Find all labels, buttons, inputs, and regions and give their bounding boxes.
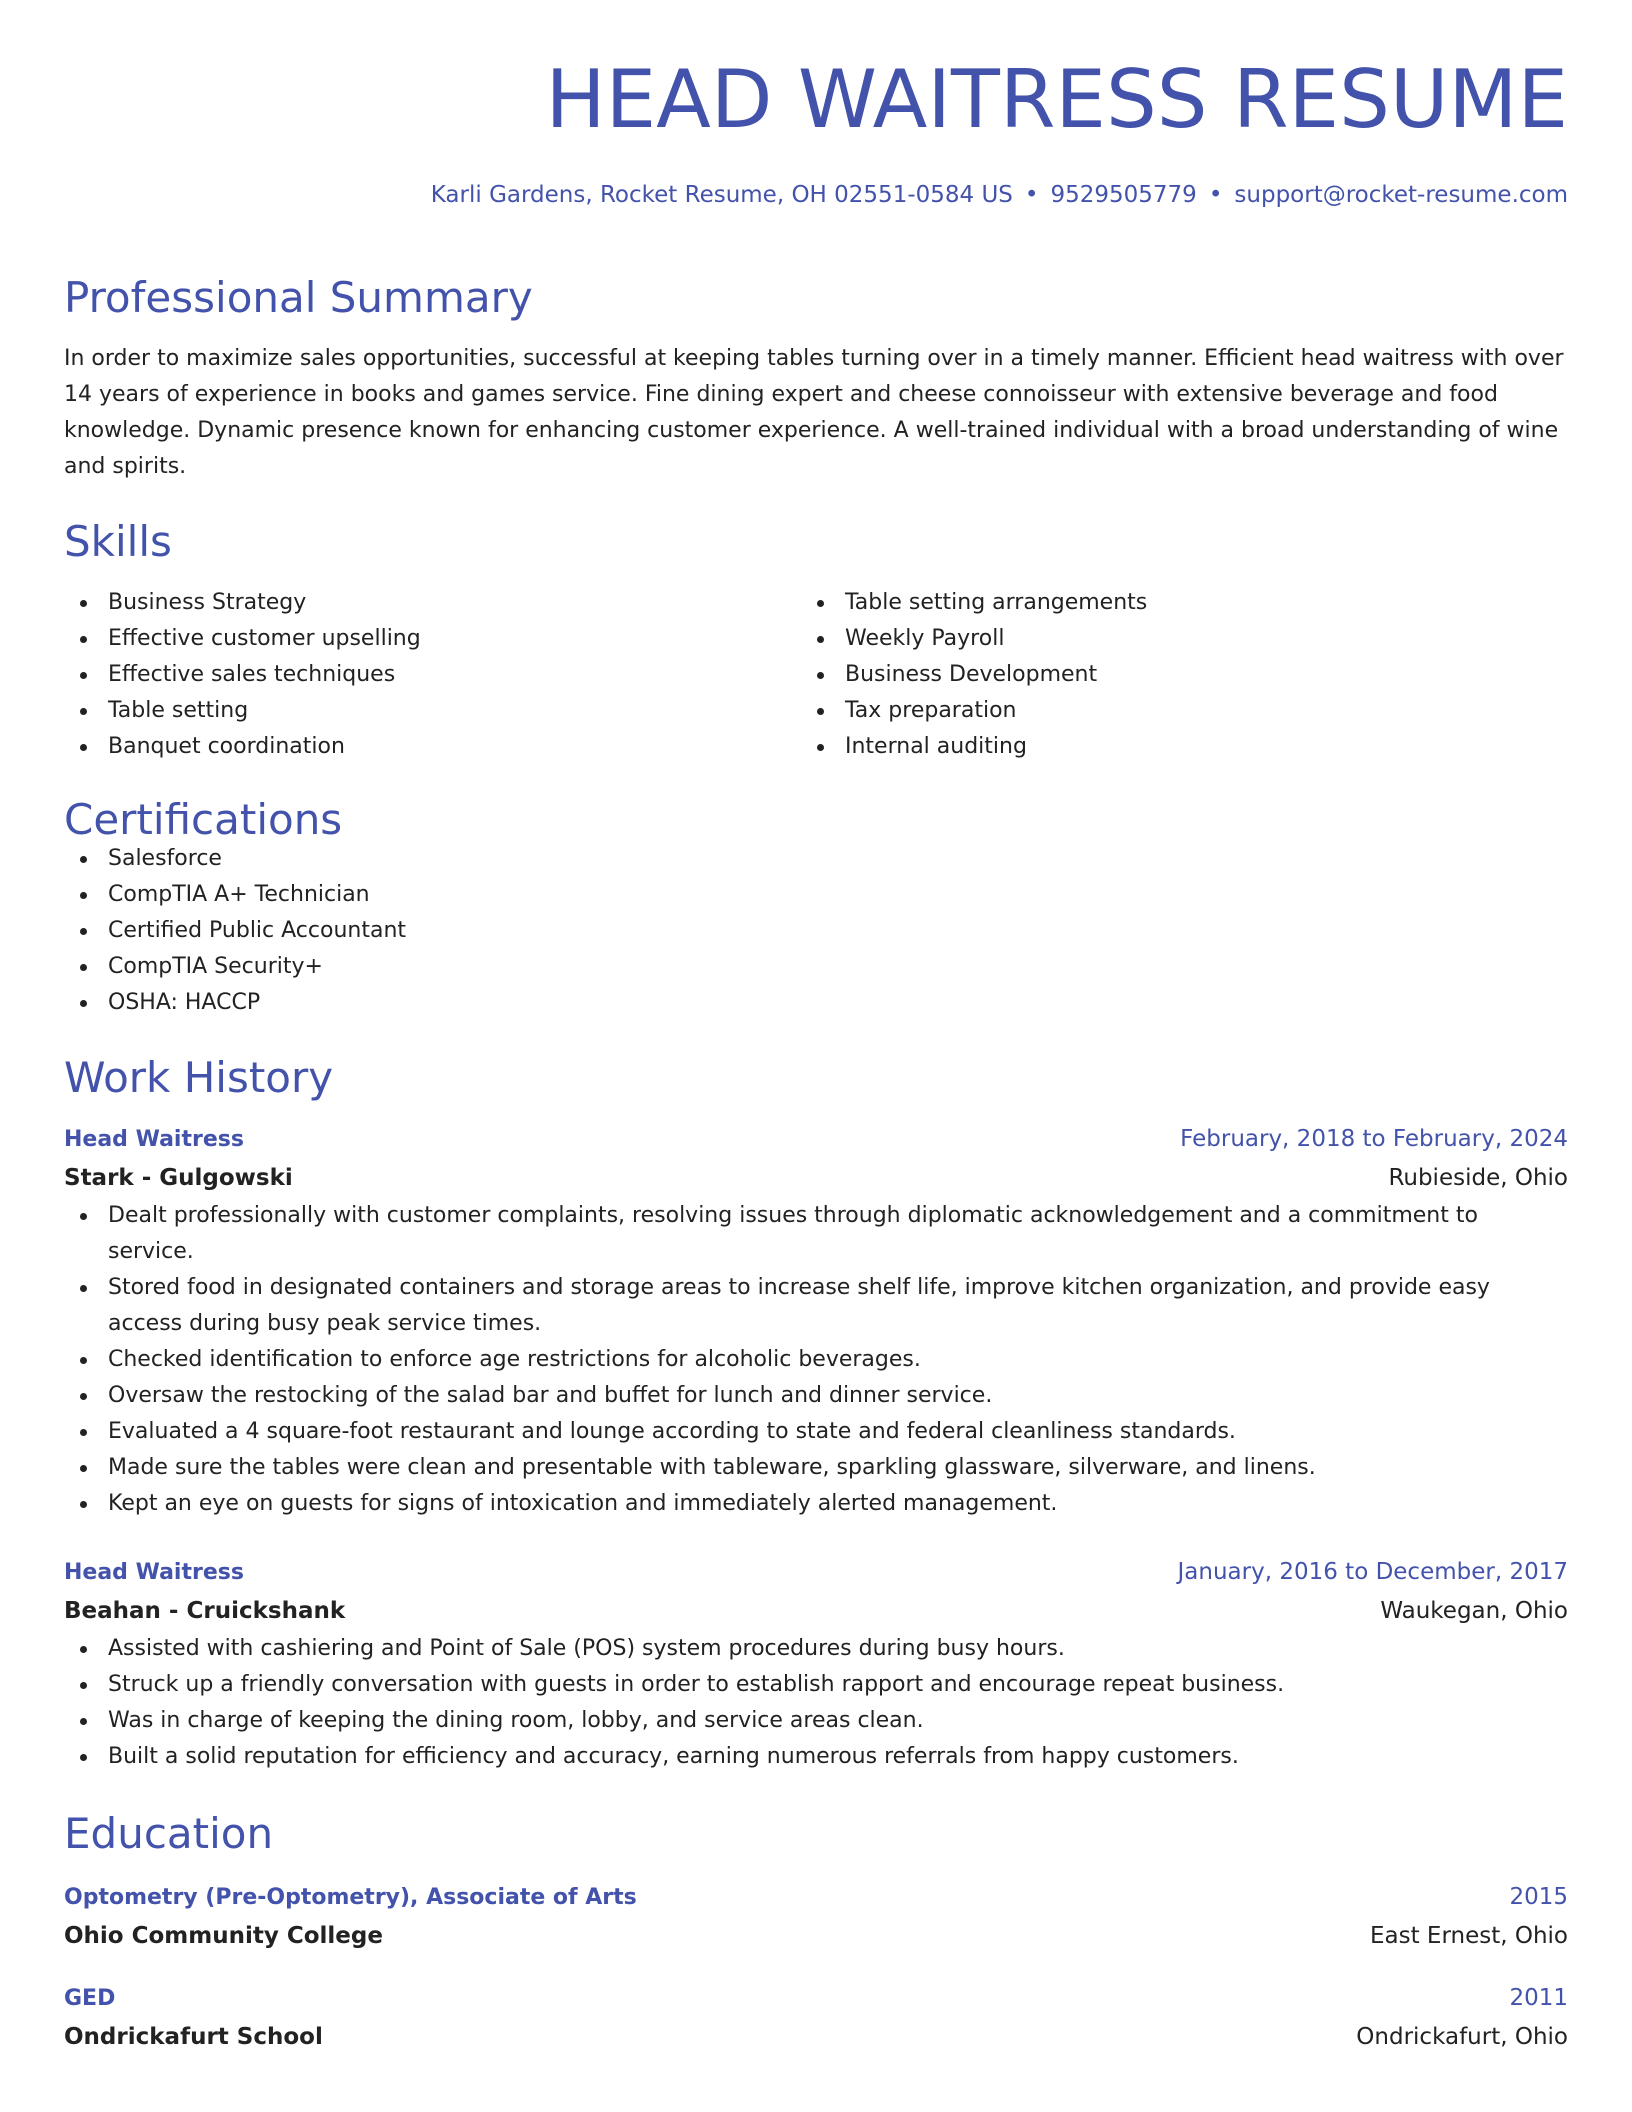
job-entry bbox=[64, 1554, 1568, 1775]
education-header-row bbox=[64, 1980, 1568, 2017]
skill-item: Effective customer upselling bbox=[64, 621, 801, 657]
education-school: Ohio Community College bbox=[64, 1923, 383, 1949]
job-duty: Was in charge of keeping the dining room, lobby, and service areas clean. bbox=[64, 1703, 1568, 1739]
contact-line bbox=[64, 184, 1568, 207]
education-degree: Optometry (Pre-Optometry), Associate of Arts bbox=[64, 1885, 637, 1910]
contact-separator: • bbox=[1024, 182, 1039, 208]
job-duties bbox=[64, 1198, 1568, 1522]
skills-column-left bbox=[64, 585, 801, 765]
resume-title: HEAD WAITRESS RESUME bbox=[545, 53, 1568, 146]
job-duty: Checked identification to enforce age restrictions for alcoholic beverages. bbox=[64, 1342, 1568, 1378]
education-year: 2011 bbox=[1509, 1985, 1568, 2011]
skill-item: Effective sales techniques bbox=[64, 657, 801, 693]
summary-heading: Professional Summary bbox=[64, 273, 533, 322]
job-duty: Assisted with cashiering and Point of Sale (POS) system procedures during busy hours. bbox=[64, 1631, 1568, 1667]
job-location: Waukegan, Ohio bbox=[1380, 1598, 1568, 1624]
job-duties bbox=[64, 1631, 1568, 1775]
education-degree: GED bbox=[64, 1986, 116, 2011]
skill-item: Banquet coordination bbox=[64, 729, 801, 765]
job-title: Head Waitress bbox=[64, 1560, 244, 1585]
job-company-row bbox=[64, 1591, 1568, 1631]
education-location: Ondrickafurt, Ohio bbox=[1356, 2024, 1568, 2050]
job-company: Stark - Gulgowski bbox=[64, 1165, 293, 1191]
contact-separator: • bbox=[1208, 182, 1223, 208]
skills-list-left bbox=[64, 585, 801, 765]
job-dates: January, 2016 to December, 2017 bbox=[1177, 1559, 1568, 1585]
job-duty: Struck up a friendly conversation with guests in order to establish rapport and encourage repeat business. bbox=[64, 1667, 1568, 1703]
education-school: Ondrickafurt School bbox=[64, 2024, 323, 2050]
job-duty: Stored food in designated containers and storage areas to increase shelf life, improve kitchen organization, and provide easy access during busy peak service times. bbox=[64, 1270, 1568, 1342]
job-company: Beahan - Cruickshank bbox=[64, 1598, 346, 1624]
education-entry bbox=[64, 1980, 1568, 2057]
education-entry bbox=[64, 1879, 1568, 1956]
skills-columns bbox=[64, 585, 1568, 765]
education-school-row bbox=[64, 1916, 1568, 1956]
certification-item: CompTIA A+ Technician bbox=[64, 877, 1568, 913]
certifications-heading: Certifications bbox=[64, 795, 343, 844]
certification-item: Certified Public Accountant bbox=[64, 913, 1568, 949]
education-year: 2015 bbox=[1509, 1884, 1568, 1910]
skill-item: Internal auditing bbox=[801, 729, 1538, 765]
job-duty: Kept an eye on guests for signs of intoxication and immediately alerted management. bbox=[64, 1486, 1568, 1522]
certification-item: CompTIA Security+ bbox=[64, 949, 1568, 985]
certification-item: OSHA: HACCP bbox=[64, 985, 1568, 1021]
job-entry bbox=[64, 1121, 1568, 1522]
job-header-row bbox=[64, 1121, 1568, 1158]
job-duty: Dealt professionally with customer complaints, resolving issues through diplomatic acknowledgement and a commitment to service. bbox=[64, 1198, 1568, 1270]
job-company-row bbox=[64, 1158, 1568, 1198]
skill-item: Tax preparation bbox=[801, 693, 1538, 729]
contact-address: Karli Gardens, Rocket Resume, OH 02551-0584 US bbox=[430, 182, 1013, 208]
education-school-row bbox=[64, 2017, 1568, 2057]
certification-item: Salesforce bbox=[64, 841, 1568, 877]
skills-heading: Skills bbox=[64, 517, 172, 566]
skill-item: Table setting bbox=[64, 693, 801, 729]
contact-phone: 9529505779 bbox=[1050, 182, 1197, 208]
job-location: Rubieside, Ohio bbox=[1388, 1165, 1568, 1191]
summary-text: In order to maximize sales opportunities, successful at keeping tables turning over in a timely manner. Efficient head waitress with over 14 years of experience in books and games service. Fine dining expert and cheese connoisseur with extensive beverage and food knowledge. Dynamic presence known for enhancing customer experience. A well-trained individual with a broad understanding of wine and spirits. bbox=[64, 346, 1564, 479]
job-title: Head Waitress bbox=[64, 1127, 244, 1152]
skill-item: Business Strategy bbox=[64, 585, 801, 621]
contact-email: support@rocket-resume.com bbox=[1234, 182, 1568, 208]
skill-item: Business Development bbox=[801, 657, 1538, 693]
job-header-row bbox=[64, 1554, 1568, 1591]
job-dates: February, 2018 to February, 2024 bbox=[1180, 1126, 1568, 1152]
skills-column-right bbox=[801, 585, 1538, 765]
skill-item: Weekly Payroll bbox=[801, 621, 1538, 657]
job-duty: Built a solid reputation for efficiency and accuracy, earning numerous referrals from happy customers. bbox=[64, 1739, 1568, 1775]
job-duty: Oversaw the restocking of the salad bar and buffet for lunch and dinner service. bbox=[64, 1378, 1568, 1414]
skills-list-right bbox=[801, 585, 1538, 765]
skill-item: Table setting arrangements bbox=[801, 585, 1538, 621]
work-history-heading: Work History bbox=[64, 1053, 334, 1102]
job-duty: Evaluated a 4 square-foot restaurant and lounge according to state and federal cleanliness standards. bbox=[64, 1414, 1568, 1450]
education-location: East Ernest, Ohio bbox=[1369, 1923, 1568, 1949]
education-heading: Education bbox=[64, 1809, 274, 1858]
education-header-row bbox=[64, 1879, 1568, 1916]
job-duty: Made sure the tables were clean and presentable with tableware, sparkling glassware, silverware, and linens. bbox=[64, 1450, 1568, 1486]
certifications-list bbox=[64, 841, 1568, 1021]
